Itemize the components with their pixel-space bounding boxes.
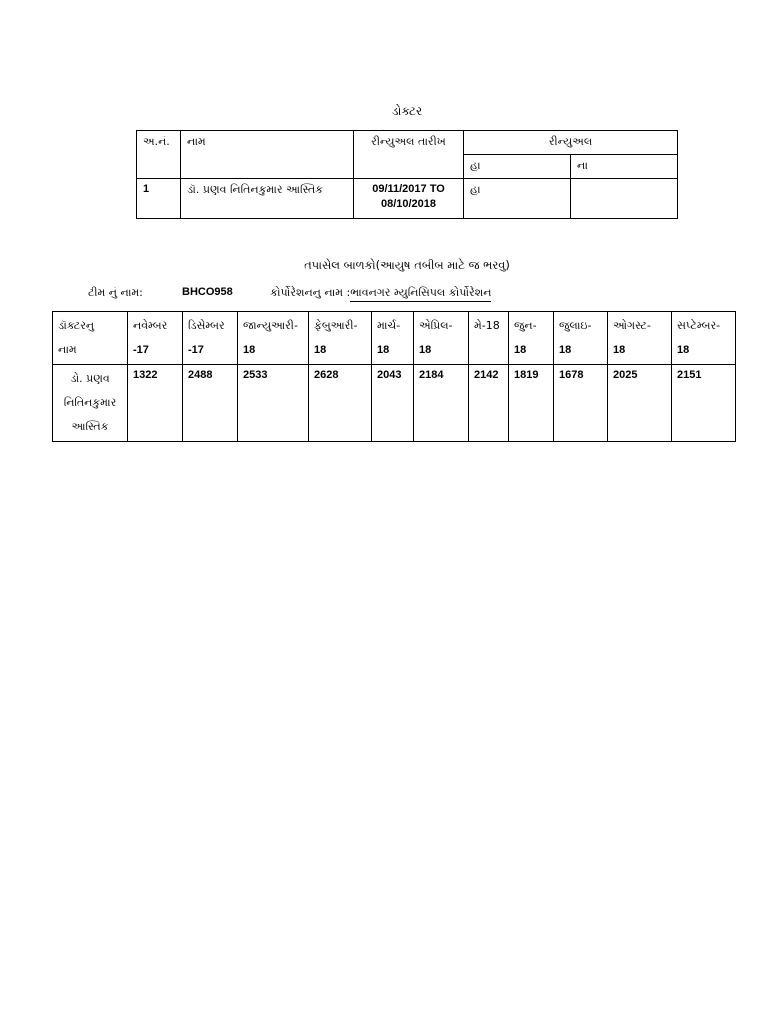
month-header (309, 312, 372, 365)
row-doctor-name (53, 365, 128, 442)
doctor-name-line1: ડો. પ્રણવ (70, 372, 110, 385)
month-header (414, 312, 469, 365)
count-cell: 2043 (372, 365, 414, 442)
month-label: ડિસેમ્બર (188, 319, 225, 332)
month-label: સપ્ટેમ્બર- (677, 319, 721, 332)
header-doctor-line2: નામ (58, 343, 77, 356)
count-cell: 2184 (414, 365, 469, 442)
month-year: 18 (677, 344, 690, 356)
table-row (53, 365, 736, 442)
doctor-name-line2: નિતિનકુમાર (63, 396, 117, 409)
month-header (469, 312, 509, 365)
header-renewal: રીન્યુઅલ (464, 131, 678, 155)
corporation-label: કોર્પોરેશનનુ નામ : (270, 286, 351, 299)
count-cell: 2533 (238, 365, 309, 442)
doctor-renewal-table (136, 130, 678, 219)
renewal-date-to: 08/10/2018 (380, 198, 437, 210)
row-renewal-yes: હા (464, 179, 571, 219)
month-year: -17 (133, 344, 149, 356)
renewal-date-from: 09/11/2017 TO (372, 183, 445, 195)
count-cell: 1678 (554, 365, 608, 442)
month-label: જુલાઇ- (559, 319, 592, 332)
header-no: ના (571, 155, 678, 179)
month-header (183, 312, 238, 365)
header-doctor-name (53, 312, 128, 365)
table-header-row (53, 312, 736, 365)
team-code: BHCO958 (182, 286, 233, 298)
month-year: 18 (419, 344, 432, 356)
table-header-row (137, 131, 678, 155)
team-name-label: ટીમ નું નામ: (88, 286, 143, 299)
header-yes: હા (464, 155, 571, 179)
month-header (238, 312, 309, 365)
row-doctor-name: ડૉ. પ્રણવ નિતિનકુમાર આસ્તિક (181, 179, 354, 219)
month-year: 18 (314, 344, 327, 356)
month-year: 18 (559, 344, 572, 356)
month-label: જુન- (514, 319, 537, 332)
children-section-title: તપાસેલ બાળકો(આયુષ તબીબ માટે જ ભરવુ) (304, 258, 510, 272)
month-year: 18 (613, 344, 626, 356)
count-cell: 2025 (608, 365, 672, 442)
month-header (372, 312, 414, 365)
count-cell: 2628 (309, 365, 372, 442)
month-label: ઓગસ્ટ- (613, 319, 651, 332)
month-label: એપ્રિલ- (419, 319, 453, 332)
doctor-name-line3: આસ્તિક (71, 420, 109, 433)
count-cell: 2142 (469, 365, 509, 442)
corporation-line (270, 286, 491, 300)
header-serial: અ.નં. (137, 131, 181, 179)
row-renewal-no (571, 179, 678, 219)
month-header (672, 312, 736, 365)
row-renewal-date (354, 179, 464, 219)
month-header (554, 312, 608, 365)
row-serial: 1 (137, 179, 181, 219)
count-cell: 2151 (672, 365, 736, 442)
month-header (608, 312, 672, 365)
header-doctor-line1: ડૉક્ટરનુ (58, 319, 95, 332)
count-cell: 1819 (509, 365, 554, 442)
month-header (509, 312, 554, 365)
month-year: -17 (188, 344, 204, 356)
header-name: નામ (181, 131, 354, 179)
month-year: 18 (243, 344, 256, 356)
month-label: નવેમ્બર (133, 319, 168, 332)
month-label: મે-18 (474, 319, 500, 332)
month-label: જાન્યુઆરી- (243, 319, 298, 332)
month-year: 18 (377, 344, 390, 356)
month-label: ફેબુઆરી- (314, 319, 358, 332)
children-count-table (52, 311, 736, 442)
doctor-section-title: ડોક્ટર (391, 104, 423, 118)
month-label: માર્ચ- (377, 319, 401, 332)
count-cell: 2488 (183, 365, 238, 442)
table-row (137, 179, 678, 219)
corporation-name: ભાવનગર મ્યુનિસિપલ કોર્પોરેશન (350, 286, 491, 302)
month-header (128, 312, 183, 365)
count-cell: 1322 (128, 365, 183, 442)
header-renewal-date: રીન્યુઅલ તારીખ (354, 131, 464, 179)
month-year: 18 (514, 344, 527, 356)
